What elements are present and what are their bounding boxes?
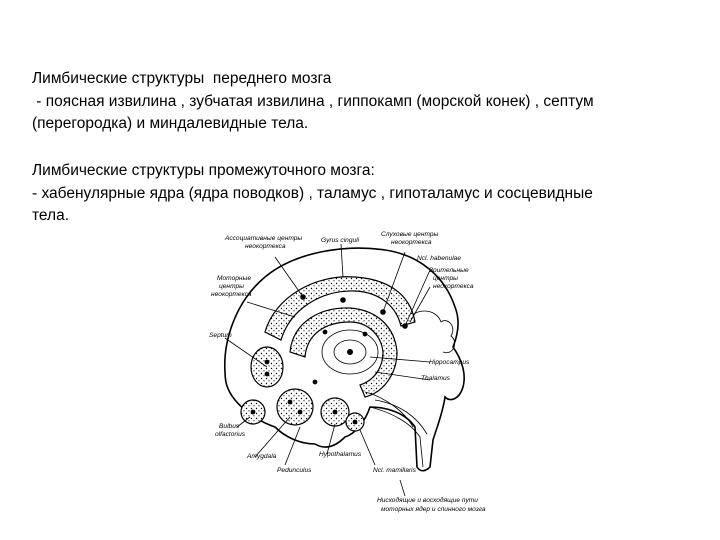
label-pedunculus: Pedunculus (277, 467, 312, 474)
label-hypothalamus: Hypothalamus (319, 451, 362, 458)
label-motor-2: центры (219, 283, 245, 290)
label-mamillaris: Ncl. mamillaris (373, 467, 416, 474)
forebrain-line-2: (перегородка) и миндалевидные тела. (32, 115, 309, 132)
label-assoc-2: неокортекса (245, 243, 286, 250)
label-paths-2: моторных ядер и спинного мозга (381, 506, 486, 513)
label-aud-2: неокортекса (391, 239, 432, 246)
amygdala-blob (277, 389, 313, 425)
diagram-labels (209, 231, 486, 513)
label-hippocampus: Hippocampus (429, 359, 470, 366)
label-assoc-1: Ассоциативные центры (225, 235, 303, 242)
label-bulbus-1: Bulbus (219, 423, 240, 430)
limbic-system-diagram (205, 222, 505, 522)
label-septum: Septum (209, 332, 232, 339)
cerebellum-lobe (410, 311, 455, 353)
label-vis-3: неокортекса (433, 283, 474, 290)
label-habenulae: Ncl. habenulae (417, 255, 461, 262)
label-bulbus-2: olfactorius (215, 431, 246, 438)
diencephalon-line-1: - хабенулярные ядра (ядра поводков) , таламус , гипоталамус и сосцевидные (32, 184, 593, 202)
label-vis-2: центры (433, 275, 459, 282)
forebrain-title: Лимбические структуры переднего мозга (32, 70, 332, 87)
diencephalon-title: Лимбические структуры промежуточного мозга: (32, 162, 375, 179)
diencephalon-paragraph (32, 160, 692, 228)
diencephalon-line-2: тела. (32, 207, 70, 224)
label-aud-1: Слуховые центры (381, 231, 439, 238)
label-thalamus: Thalamus (421, 375, 450, 382)
label-vis-1: Зрительные (429, 267, 469, 274)
label-motor-1: Моторные (217, 275, 252, 282)
label-amygdala: Amygdala (247, 453, 277, 460)
label-paths-1: Нисходящие и восходящие пути (377, 497, 478, 504)
label-motor-3: неокортекса (211, 291, 252, 298)
hippocampus-arc (290, 308, 397, 397)
label-gyrus: Gyrus cinguli (321, 237, 360, 244)
forebrain-paragraph (32, 68, 692, 136)
forebrain-line-1: - поясная извилина , зубчатая извилина , гиппокамп (морской конек) , септум (32, 92, 594, 110)
